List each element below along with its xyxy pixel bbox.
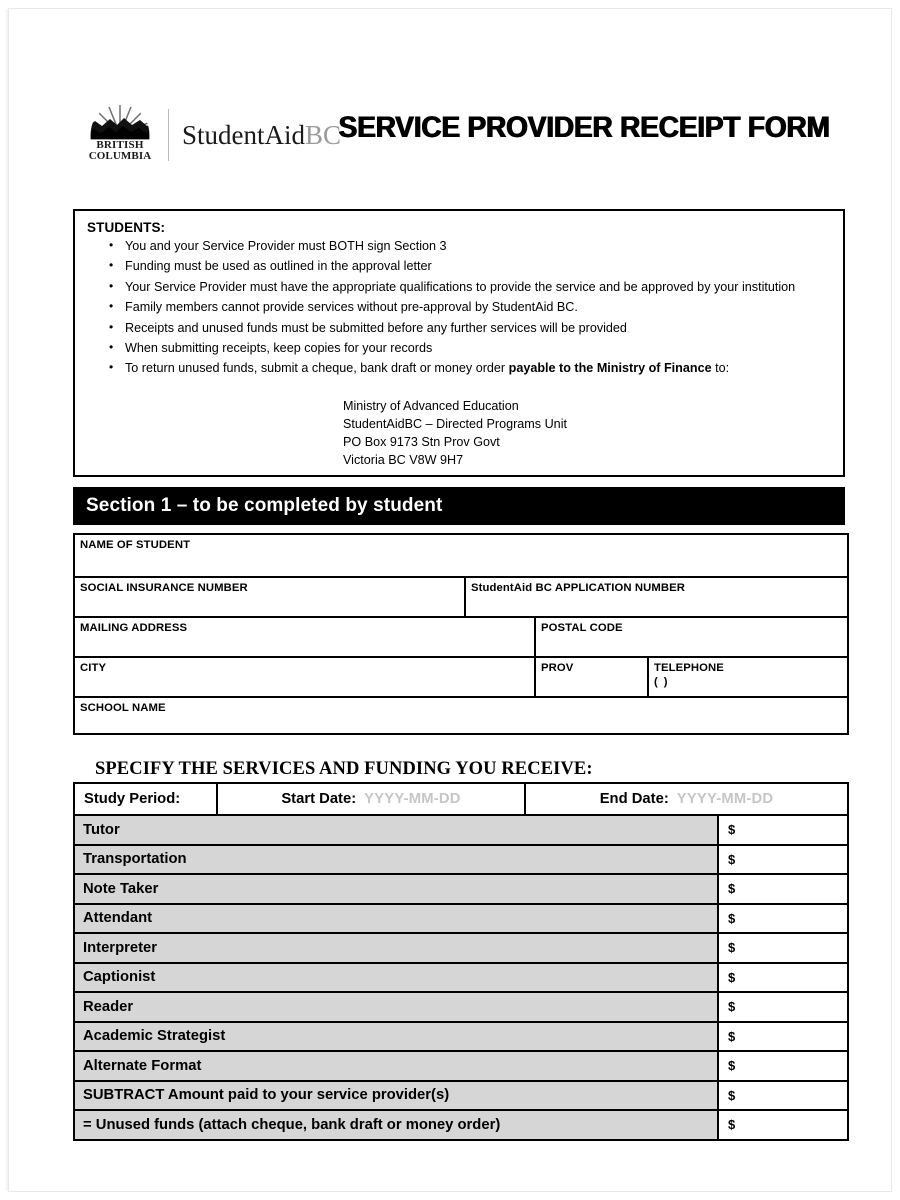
service-amount-input[interactable]: $ [719, 1082, 849, 1110]
instructions-heading: STUDENTS: [87, 220, 166, 235]
service-label: SUBTRACT Amount paid to your service provider(s) [75, 1082, 719, 1110]
services-funding-table [73, 782, 849, 1141]
service-amount-input[interactable]: $ [719, 934, 849, 962]
end-date-cell[interactable] [526, 784, 849, 814]
field-label: StudentAid BC APPLICATION NUMBER [471, 582, 686, 594]
field-mailing-address[interactable] [75, 618, 536, 656]
service-label: Captionist [75, 964, 719, 992]
service-amount-input[interactable]: $ [719, 993, 849, 1021]
wordmark-suffix: BC [305, 119, 342, 150]
field-application-number[interactable] [466, 578, 849, 616]
table-row [75, 578, 849, 618]
service-amount-input[interactable]: $ [719, 1052, 849, 1080]
service-amount-input[interactable]: $ [719, 1111, 849, 1139]
table-row [75, 535, 849, 578]
table-row [75, 1052, 849, 1082]
service-label: Attendant [75, 905, 719, 933]
list-item: • Funding must be used as outlined in the approval letter [125, 258, 831, 275]
start-date-label: Start Date: [281, 791, 357, 807]
list-item: • Receipts and unused funds must be submitted before any further services will be provided [125, 320, 831, 337]
table-row [75, 698, 849, 735]
service-label: Reader [75, 993, 719, 1021]
payable-suffix: to: [711, 361, 730, 376]
field-label: SCHOOL NAME [80, 702, 166, 714]
study-period-label: Study Period: [75, 784, 218, 814]
bc-mountain-sun-icon [81, 102, 159, 168]
field-label: CITY [80, 662, 107, 674]
field-name-of-student[interactable] [75, 535, 849, 576]
service-amount-input[interactable]: $ [719, 816, 849, 844]
field-school-name[interactable] [75, 698, 849, 733]
field-prov[interactable] [536, 658, 649, 696]
payable-emphasis: payable to the Ministry of Finance [508, 361, 712, 376]
list-item-payable [125, 360, 831, 377]
table-row [75, 875, 849, 905]
services-section-title: SPECIFY THE SERVICES AND FUNDING YOU RECEIVE: [95, 759, 593, 779]
table-row [75, 964, 849, 994]
address-line: Victoria BC V8W 9H7 [343, 452, 464, 467]
end-date-input[interactable]: YYYY-MM-DD [676, 791, 774, 807]
table-row [75, 1023, 849, 1053]
service-amount-input[interactable]: $ [719, 964, 849, 992]
logo-divider [168, 109, 169, 161]
student-info-grid [73, 533, 849, 735]
ministry-address-block [343, 397, 831, 469]
service-amount-input[interactable]: $ [719, 905, 849, 933]
start-date-input[interactable]: YYYY-MM-DD [364, 791, 461, 807]
service-label: Tutor [75, 816, 719, 844]
service-amount-input[interactable]: $ [719, 846, 849, 874]
table-row [75, 618, 849, 658]
field-telephone[interactable] [649, 658, 849, 696]
field-label: MAILING ADDRESS [80, 622, 188, 634]
service-label: Transportation [75, 846, 719, 874]
form-header [65, 97, 845, 175]
service-label: Academic Strategist [75, 1023, 719, 1051]
table-row [75, 993, 849, 1023]
province-line-2: COLUMBIA [88, 150, 152, 163]
students-instructions-box [73, 209, 845, 477]
service-amount-input[interactable]: $ [719, 1023, 849, 1051]
address-line: PO Box 9173 Stn Prov Govt [343, 434, 500, 449]
table-row [75, 816, 849, 846]
list-item: • Your Service Provider must have the appropriate qualifications to provide the service and be approved by your institution [125, 279, 831, 296]
address-line: Ministry of Advanced Education [343, 398, 519, 413]
table-row [75, 846, 849, 876]
table-row [75, 934, 849, 964]
field-label: TELEPHONE [654, 662, 724, 674]
service-label: = Unused funds (attach cheque, bank draft or money order) [75, 1111, 719, 1139]
section-1-header: Section 1 – to be completed by student [73, 487, 845, 525]
field-postal-code[interactable] [536, 618, 849, 656]
form-page [8, 8, 892, 1192]
address-line: StudentAidBC – Directed Programs Unit [343, 416, 567, 431]
list-item: • When submitting receipts, keep copies for your records [125, 340, 831, 357]
table-row [75, 905, 849, 935]
table-row [75, 1082, 849, 1112]
start-date-cell[interactable] [218, 784, 526, 814]
payable-prefix: To return unused funds, submit a cheque, bank draft or money order [125, 361, 509, 376]
service-amount-input[interactable]: $ [719, 875, 849, 903]
field-label: PROV [541, 662, 574, 674]
province-name [81, 140, 159, 162]
field-label: NAME OF STUDENT [80, 539, 191, 551]
list-item: • You and your Service Provider must BOTH sign Section 3 [125, 238, 831, 255]
instructions-list [87, 238, 831, 378]
field-city[interactable] [75, 658, 536, 696]
field-label: SOCIAL INSURANCE NUMBER [80, 582, 248, 594]
table-row [75, 1111, 849, 1141]
end-date-label: End Date: [599, 791, 669, 807]
province-line-1: BRITISH [96, 139, 144, 151]
studentaid-wordmark [182, 119, 342, 150]
bc-studentaid-logo [81, 99, 342, 171]
table-row [75, 658, 849, 698]
telephone-area-code-hint: ( ) [654, 676, 669, 688]
service-label: Alternate Format [75, 1052, 719, 1080]
service-label: Note Taker [75, 875, 719, 903]
field-label: POSTAL CODE [541, 622, 623, 634]
service-label: Interpreter [75, 934, 719, 962]
page-title: SERVICE PROVIDER RECEIPT FORM [338, 111, 830, 144]
study-period-row [75, 784, 849, 816]
wordmark-main: StudentAid [182, 119, 306, 150]
field-social-insurance-number[interactable] [75, 578, 466, 616]
list-item: • Family members cannot provide services without pre-approval by StudentAid BC. [125, 299, 831, 316]
